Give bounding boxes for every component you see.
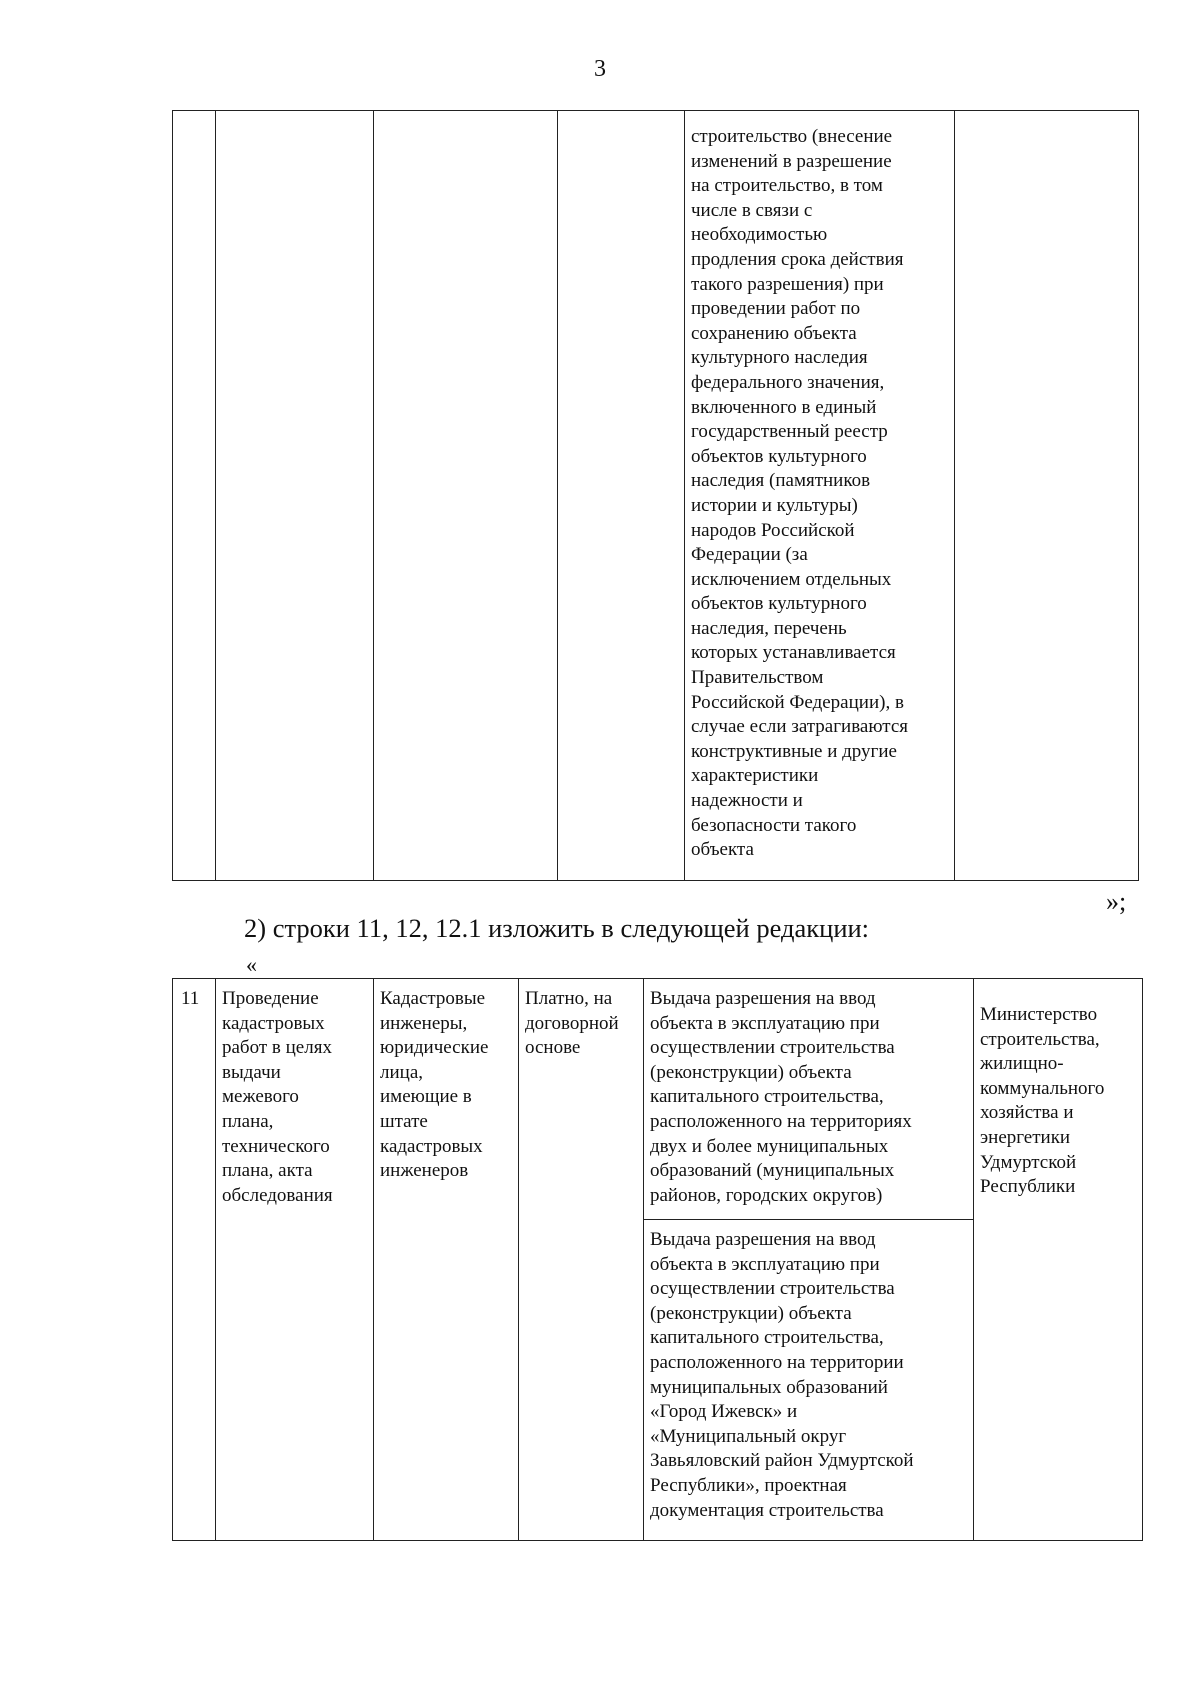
purpose-text: строительство (внесение изменений в разрешение на строительство, в том числе в связи с необходимостью продления срока действия такого разрешения) при проведении работ по сохранению объекта культурного наследия федерального значения, включенного в единый государственный реестр объектов культурного наследия (памятников истории и культуры) народов Российской Федерации (за исключением отдельных объектов культурного наследия, перечень которых устанавливается Правительством Российской Федерации), в случае если затрагиваются конструктивные и другие характеристики надежности и безопасности такого объекта bbox=[691, 126, 909, 861]
cell-number bbox=[173, 979, 216, 1541]
table-row bbox=[173, 111, 1139, 881]
payment-text: Платно, на договорной основе bbox=[525, 988, 619, 1059]
cell-purpose bbox=[644, 979, 974, 1541]
cell-service bbox=[216, 979, 374, 1541]
service-text: Проведение кадастровых работ в целях выдачи межевого плана, технического плана, акта обследования bbox=[222, 988, 333, 1206]
cell-payment bbox=[558, 111, 685, 881]
table-row bbox=[173, 979, 1143, 1541]
cell-service bbox=[216, 111, 374, 881]
cell-performers bbox=[374, 111, 558, 881]
purpose-subcell-1 bbox=[644, 979, 973, 1220]
cell-number bbox=[173, 111, 216, 881]
purpose-text-2: Выдача разрешения на ввод объекта в эксплуатацию при осуществлении строительства (реконструкции) объекта капитального строительства, расположенного на территории муниципальных образований «Город Ижевск» и «Муниципальный округ Завьяловский район Удмуртской Республики», проектная документация строительства bbox=[650, 1229, 914, 1521]
opening-quote: « bbox=[246, 952, 257, 977]
cell-purpose bbox=[685, 111, 955, 881]
purpose-subcell-2 bbox=[644, 1220, 973, 1523]
row-number: 11 bbox=[181, 988, 200, 1009]
performers-text: Кадастровые инженеры, юридические лица, имеющие в штате кадастровых инженеров bbox=[380, 988, 489, 1182]
services-table-row-11 bbox=[172, 978, 1143, 1541]
cell-performers bbox=[374, 979, 519, 1541]
amendment-instruction: 2) строки 11, 12, 12.1 изложить в следующей редакции: bbox=[244, 913, 870, 943]
purpose-text-1: Выдача разрешения на ввод объекта в эксплуатацию при осуществлении строительства (реконструкции) объекта капитального строительства, расположенного на территориях двух и более муниципальных образований (муниципальных районов, городских округов) bbox=[650, 988, 912, 1206]
cell-authority bbox=[974, 979, 1143, 1541]
closing-quote: »; bbox=[1106, 887, 1127, 916]
page-number: 3 bbox=[594, 56, 606, 82]
cell-payment bbox=[519, 979, 644, 1541]
services-table-continuation bbox=[172, 110, 1139, 881]
cell-authority bbox=[955, 111, 1139, 881]
authority-text: Министерство строительства, жилищно- коммунального хозяйства и энергетики Удмуртской Республики bbox=[980, 1004, 1105, 1198]
